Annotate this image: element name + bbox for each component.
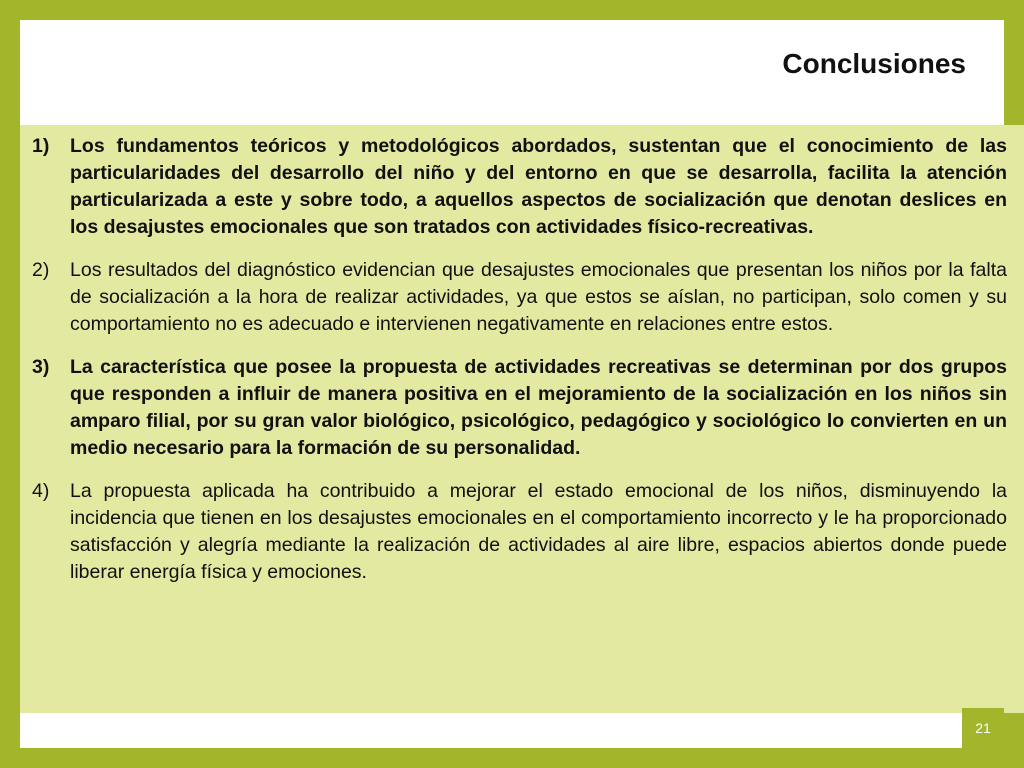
conclusions-list <box>32 133 1007 602</box>
conclusion-item <box>32 133 1007 241</box>
page-number: 21 <box>975 720 991 736</box>
item-text: Los resultados del diagnóstico evidencian que desajustes emocionales que presentan los niños por la falta de socialización a la hora de realizar actividades, ya que estos se aíslan, no participan, solo comen y su comportamiento no es adecuado e intervienen negativamente en relaciones entre estos. <box>70 259 1007 335</box>
conclusions-box <box>20 125 1024 713</box>
page-number-badge <box>962 708 1004 748</box>
item-number: 3) <box>32 356 50 378</box>
item-text: Los fundamentos teóricos y metodológicos abordados, sustentan que el conocimiento de las particularidades del desarrollo del niño y del entorno en que se desarrolla, facilita la atención particularizada a este y sobre todo, a aquellos aspectos de socialización que denotan deslices en los desajustes emocionales que son tratados con actividades físico-recreativas. <box>70 135 1007 238</box>
item-number: 1) <box>32 135 50 157</box>
conclusion-item <box>32 354 1007 462</box>
item-number: 2) <box>32 259 50 281</box>
slide <box>20 20 1007 748</box>
conclusion-item <box>32 257 1007 338</box>
item-number: 4) <box>32 480 50 502</box>
item-text: La propuesta aplicada ha contribuido a mejorar el estado emocional de los niños, disminuyendo la incidencia que tienen en los desajustes emocionales en el comportamiento incorrecto y le ha proporcionado satisfacción y alegría mediante la realización de actividades al aire libre, espacios abiertos donde puede liberar energía física y emociones. <box>70 480 1007 583</box>
slide-title: Conclusiones <box>782 48 966 79</box>
conclusion-item <box>32 478 1007 586</box>
item-text: La característica que posee la propuesta de actividades recreativas se determinan por dos grupos que responden a influir de manera positiva en el mejoramiento de la socialización en los niños sin amparo filial, por su gran valor biológico, psicológico, pedagógico y sociológico lo convierten en un medio necesario para la formación de su personalidad. <box>70 356 1007 459</box>
